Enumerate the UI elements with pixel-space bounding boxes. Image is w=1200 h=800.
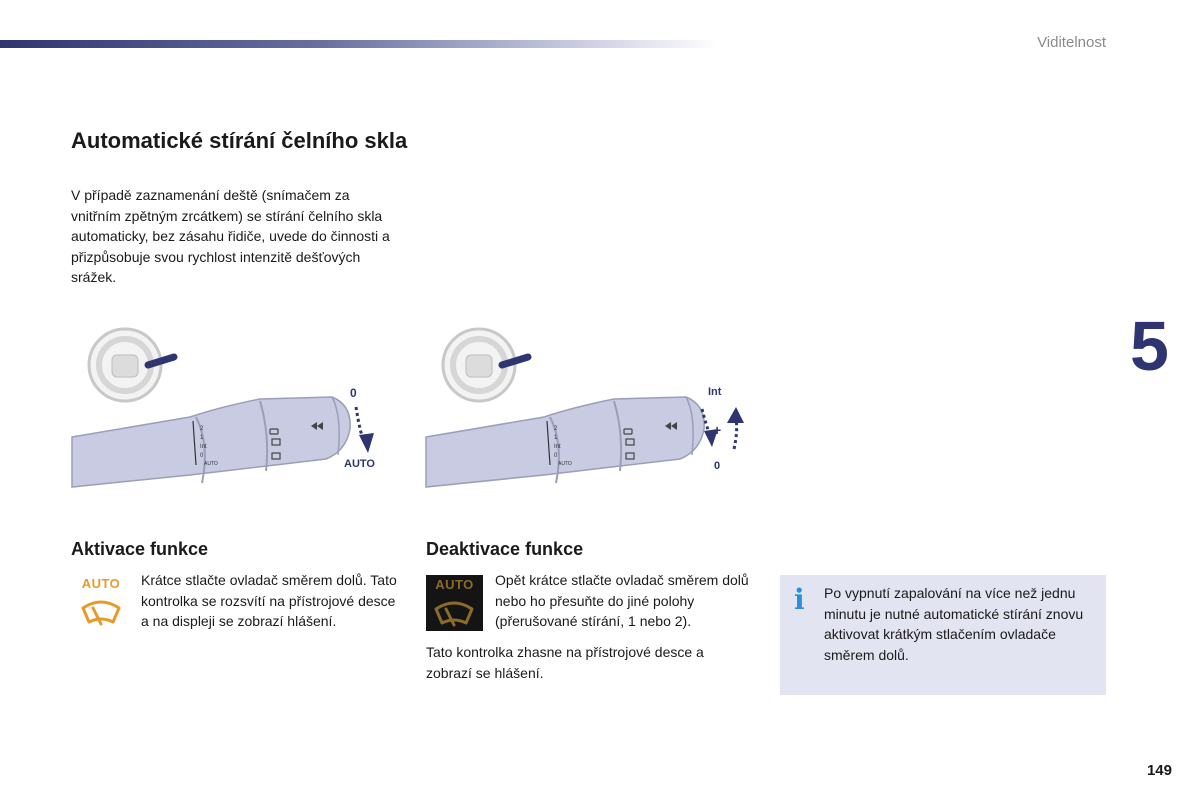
scale-1: 1: [200, 435, 204, 441]
auto-wiper-indicator-off-icon: [426, 575, 483, 631]
deactivation-note: Tato kontrolka zhasne na přístrojové desce a zobrazí se hlášení.: [426, 644, 704, 681]
steering-wheel-icon: [443, 329, 528, 401]
scale-int: Int: [554, 444, 561, 450]
info-box: [780, 575, 1106, 695]
page-title: Automatické stírání čelního skla: [71, 128, 408, 153]
scale-0: 0: [554, 453, 558, 459]
position-label-auto: AUTO: [344, 458, 375, 470]
auto-icon-label: AUTO: [435, 577, 474, 592]
section-title: Viditelnost: [1037, 34, 1106, 51]
auto-icon-label: AUTO: [81, 576, 121, 591]
deactivation-text: Opět krátce stlačte ovladač směrem dolů nebo ho přesuňte do jiné polohy (přerušované stírání, 1 nebo 2).: [495, 572, 749, 629]
header-bar: [0, 40, 720, 48]
activation-text: Krátce stlačte ovladač směrem dolů. Tato kontrolka se rozsvítí na přístrojové desce a na displeji se zobrazí hlášení.: [141, 572, 397, 629]
plus-sign: +: [713, 422, 722, 438]
scale-auto: AUTO: [558, 461, 572, 467]
position-label-0: 0: [714, 460, 721, 472]
scale-auto: AUTO: [204, 461, 218, 467]
chapter-number: 5: [1130, 307, 1167, 385]
windshield-wiper-icon: [75, 574, 127, 630]
scale-2: 2: [554, 426, 558, 432]
windshield-wiper-icon: [426, 575, 483, 631]
position-label-0: 0: [350, 386, 357, 400]
position-label-int: Int: [708, 386, 722, 398]
info-icon: i: [794, 583, 805, 616]
scale-1: 1: [554, 435, 558, 441]
deactivation-title: Deaktivace funkce: [426, 539, 584, 559]
auto-wiper-indicator-icon: [75, 574, 127, 630]
scale-2: 2: [200, 426, 204, 432]
intro-text: V případě zaznamenání deště (snímačem za vnitřním zpětným zrcátkem) se stírání čelního skla automaticky, bez zásahu řidiče, uvede do činnosti a přizpůsobuje svou rychlost intenzitě dešťových srážek.: [71, 187, 390, 285]
page-number: 149: [1146, 762, 1172, 779]
scale-int: Int: [200, 444, 207, 450]
activation-title: Aktivace funkce: [71, 539, 209, 559]
info-text: Po vypnutí zapalování na více než jednu minutu je nutné automatické stírání znovu aktivovat krátkým stlačením ovladače směrem dolů.: [824, 585, 1084, 663]
wiper-stalk-illustration-activate: [70, 325, 390, 495]
wiper-stalk-illustration-deactivate: [424, 325, 754, 495]
scale-0: 0: [200, 453, 204, 459]
steering-wheel-icon: [89, 329, 174, 401]
